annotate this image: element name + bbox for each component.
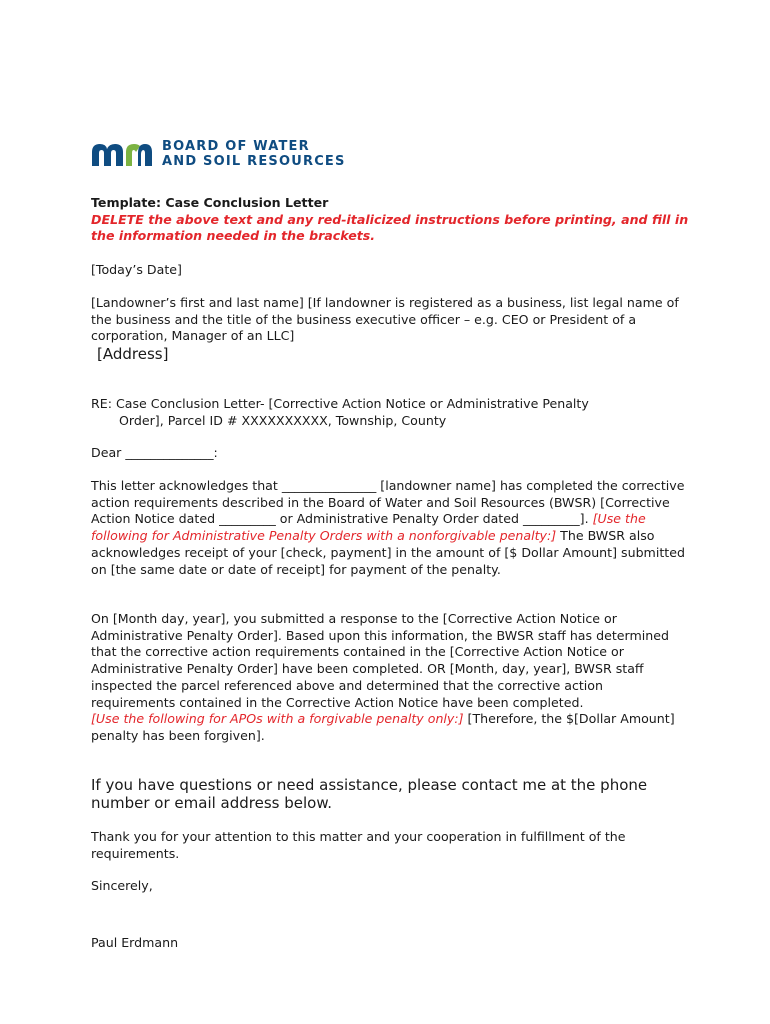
bwsr-logo [90, 138, 346, 170]
closing: Sincerely, [91, 878, 153, 893]
delete-instruction: DELETE the above text and any red-italicized instructions before printing, and fill in the information needed in the brackets. [91, 211, 689, 244]
para1-text-1: This letter acknowledges that _______________ [landowner name] has completed the corrective action requirements described in the Board of Water and Soil Resources (BWSR) [Corrective Action Notice dated _________ or Administrative Penalty Order dated _________]. [91, 478, 685, 527]
thanks-paragraph: Thank you for your attention to this matter and your cooperation in fulfillment of the requirements. [91, 829, 626, 861]
logo-line-2: AND SOIL RESOURCES [162, 154, 346, 169]
minnesota-mn-logo-icon [90, 140, 154, 168]
para1-text-2: The BWSR also acknowledges receipt of your [check, payment] in the amount of [$ Dollar Amount] submitted on [the same date or date of receipt] for payment of the penalty. [91, 528, 685, 577]
salutation: Dear ______________: [91, 445, 218, 460]
recipient-name: [Landowner’s first and last name] [If landowner is registered as a business, list legal name of the business and the title of the business executive officer – e.g. CEO or President of a corporation, Manager of an LLC] [91, 295, 679, 344]
re-line [91, 396, 691, 429]
para2-text-2: [Therefore, the $[Dollar Amount] penalty has been forgiven]. [91, 711, 675, 743]
re-line-1: RE: Case Conclusion Letter- [Corrective Action Notice or Administrative Penalty [91, 396, 589, 411]
recipient-address: [Address] [97, 345, 169, 363]
template-heading [91, 195, 691, 245]
questions-paragraph: If you have questions or need assistance, please contact me at the phone number or email address below. [91, 776, 648, 812]
template-title: Template: Case Conclusion Letter [91, 195, 329, 210]
para2-red-instruction: [Use the following for APOs with a forgivable penalty only:] [91, 711, 464, 727]
para1-red-instruction: [Use the following for Administrative Penalty Orders with a nonforgivable penalty:] [91, 511, 646, 544]
logo-wordmark [162, 139, 346, 169]
logo-line-1: BOARD OF WATER [162, 139, 310, 154]
paragraph-response [91, 611, 691, 745]
para2-text-1: On [Month day, year], you submitted a response to the [Corrective Action Notice or Administrative Penalty Order]. Based upon this information, the BWSR staff has determined that the corrective action requirements contained in the [Corrective Action Notice or Administrative Penalty Order] have been completed. OR [Month, day, year], BWSR staff inspected the parcel referenced above and determined that the corrective action requirements contained in the Corrective Action Notice have been completed. [91, 611, 669, 710]
re-line-2: Order], Parcel ID # XXXXXXXXXX, Township, County [119, 412, 447, 428]
date-line: [Today’s Date] [91, 262, 182, 277]
recipient-block [91, 295, 691, 345]
signer-name: Paul Erdmann [91, 935, 179, 950]
paragraph-acknowledgement [91, 478, 691, 578]
